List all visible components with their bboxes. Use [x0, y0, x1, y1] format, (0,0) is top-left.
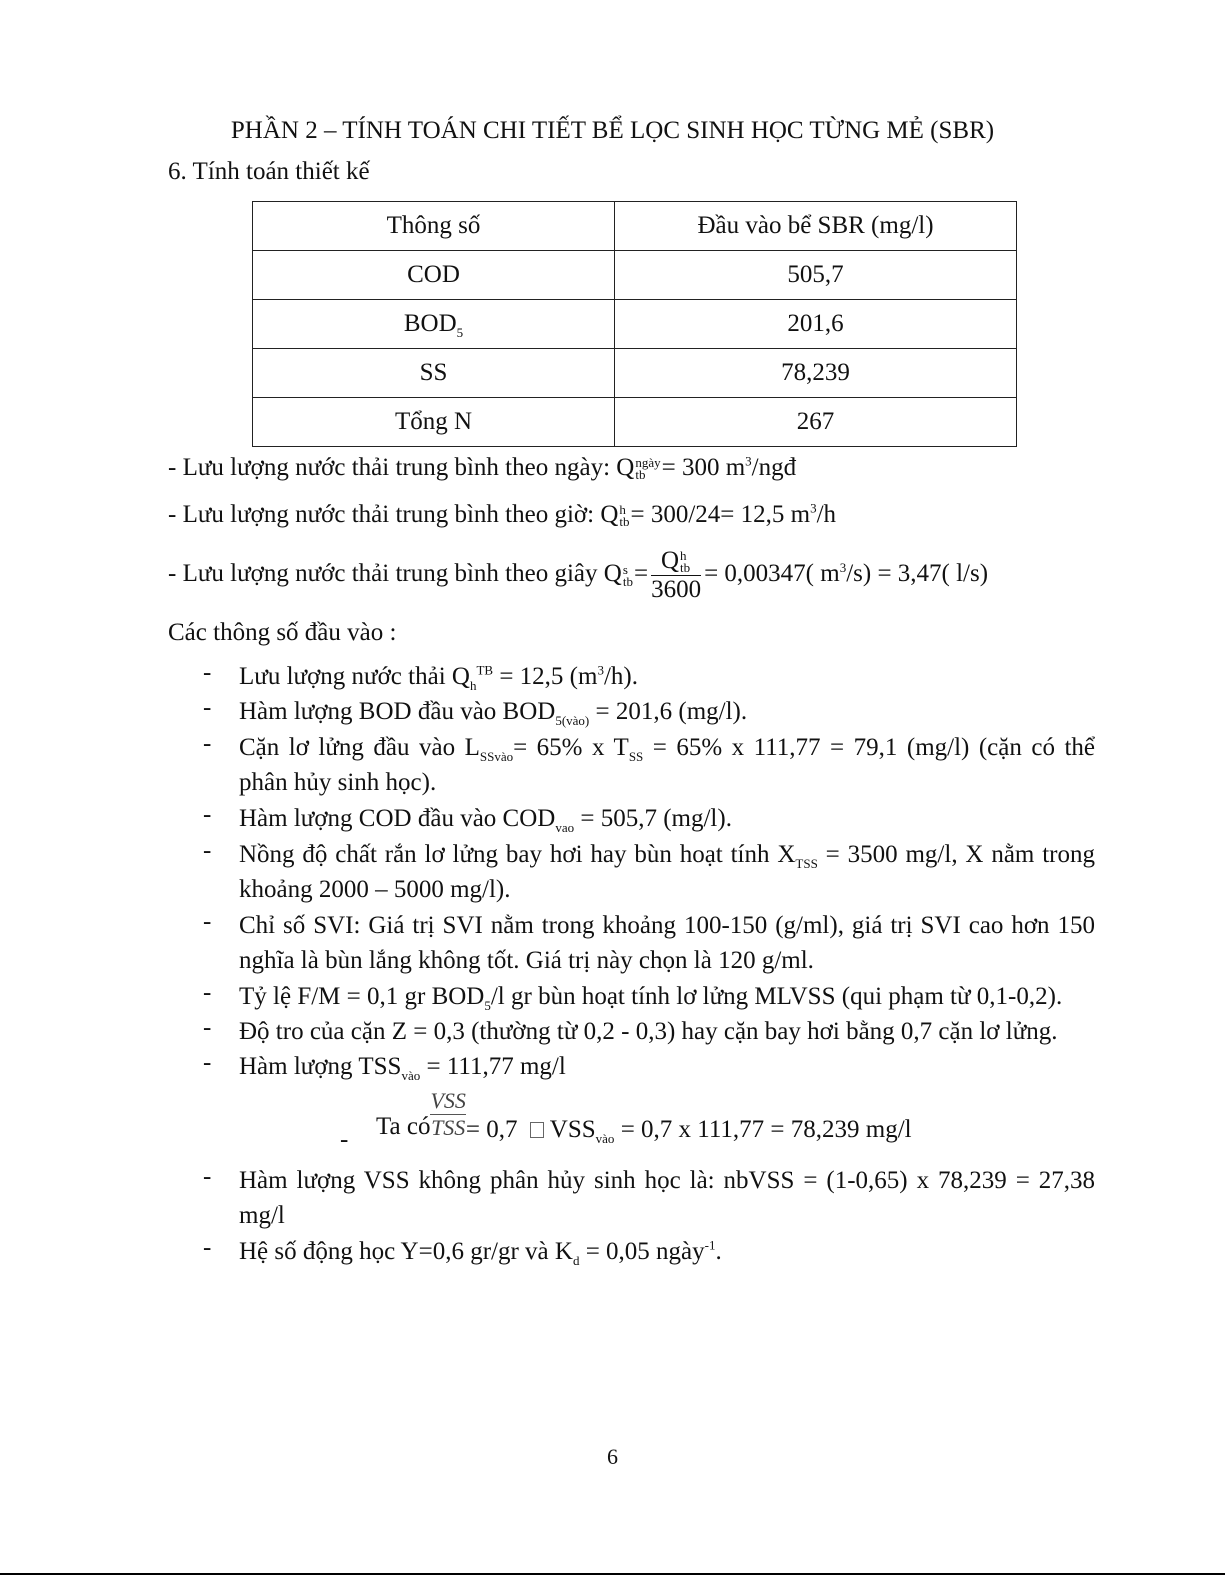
list-item: Lưu lượng nước thải $Q_h^{TB} = 12,5$ $(m^3/h)$.	[239, 662, 638, 693]
list-item: Tỷ lệ F/M = 0,1 gr $BOD_5/l$ gr bùn hoạt tính lơ lửng MLVSS (qui phạm từ 0,1-0,2).	[239, 983, 1063, 1013]
bullet-dash: -	[203, 1234, 212, 1261]
list-item: Hệ số động học Y=0,6 gr/gr và $K_d = 0,05$ ngày$^{-1}$.	[239, 1237, 722, 1268]
bullet-dash: -	[340, 1126, 349, 1153]
implies-box-icon	[530, 1122, 544, 1138]
table-cell: SS	[253, 349, 615, 398]
bullet-dash: -	[203, 1049, 212, 1076]
list-item: Hàm lượng COD đầu vào $COD_{vao} = 505,7$ (mg/l).	[239, 805, 732, 835]
list-item: Chỉ số SVI: Giá trị SVI nằm trong khoảng 100-150 (g/ml), giá trị SVI cao hơn 150 nghĩa là bùn lắng không tốt. Giá trị này chọn là 120 g/ml.	[239, 912, 1095, 974]
bullet-dash: -	[203, 1163, 212, 1190]
table-row	[253, 300, 1017, 349]
flow-day-line: - Lưu lượng nước thải trung bình theo ngày: Q ngày tb = 300 $m^3$/ngđ	[168, 453, 797, 483]
bullet-dash: -	[203, 979, 212, 1006]
table-header: Thông số	[253, 202, 615, 251]
list-item: Ta có $\frac{\text{VSS}}{\text{TSS}}$ = 0,7 $VSS_{vào} = 0,7$ x 111,77 = 78,239 mg/l	[376, 1088, 912, 1146]
table-cell: 267	[615, 398, 1017, 447]
table-row	[253, 251, 1017, 300]
bullet-dash: -	[203, 837, 212, 864]
table-cell: 201,6	[615, 300, 1017, 349]
flow-fraction: Q h tb 3600	[651, 547, 702, 603]
vss-tss-fraction: $\frac{\text{VSS}}{\text{TSS}}$	[430, 1088, 466, 1140]
subsection-title: 6. Tính toán thiết kế	[168, 158, 370, 185]
bullet-dash: -	[203, 730, 212, 757]
table-cell: 505,7	[615, 251, 1017, 300]
list-item: Hàm lượng VSS không phân hủy sinh học là: nbVSS = (1-0,65) x 78,239 = 27,38 mg/l	[239, 1167, 1095, 1229]
page-bottom-border	[0, 1573, 1225, 1575]
list-item: Nồng độ chất rắn lơ lửng bay hơi hay bùn hoạt tính $X_{TSS} = 3500$ mg/l, X nằm trong khoảng 2000 – 5000 mg/l).	[239, 841, 1096, 903]
table-cell: $BOD_5$	[253, 300, 615, 349]
bullet-dash: -	[203, 659, 212, 686]
table-cell: Tổng N	[253, 398, 615, 447]
bullet-dash: -	[203, 694, 212, 721]
list-item: Hàm lượng $TSS_{vào} = 111,77$ mg/l	[239, 1053, 566, 1083]
list-item: Độ tro của cặn Z = 0,3 (thường từ 0,2 - 0,3) hay cặn bay hơi bằng 0,7 cặn lơ lửng.	[239, 1018, 1058, 1045]
flow-second-line: - Lưu lượng nước thải trung bình theo giây Q s tb = Q h tb 3600 = 0,00347( $m^3/s) = 3,47$( l/s)	[168, 547, 989, 603]
table-row	[253, 398, 1017, 447]
table-cell: 78,239	[615, 349, 1017, 398]
list-item: Hàm lượng BOD đầu vào $BOD_{5(vào)} = 201,6$ (mg/l).	[239, 698, 748, 728]
list-item: Cặn lơ lửng đầu vào $L_{SSvào}= 65\%$ x $T_{SS} = 65\%$ x 111,77 = 79,1 (mg/l) (cặn có thể phân hủy sinh học).	[239, 734, 1095, 796]
table-row	[253, 349, 1017, 398]
parameters-table	[252, 201, 1017, 447]
bullet-dash: -	[203, 1014, 212, 1041]
page-number: 6	[607, 1444, 618, 1469]
table-header-row	[253, 202, 1017, 251]
flow-hour-line: - Lưu lượng nước thải trung bình theo giờ: Q h tb = 300/24= 12,5 $m^3/h$	[168, 500, 837, 530]
inputs-title: Các thông số đầu vào :	[168, 619, 397, 646]
section-heading: PHẦN 2 – TÍNH TOÁN CHI TIẾT BỂ LỌC SINH HỌC TỪNG MẺ (SBR)	[230, 117, 995, 144]
table-cell: COD	[253, 251, 615, 300]
table-header: Đầu vào bể SBR (mg/l)	[615, 202, 1017, 251]
bullet-dash: -	[203, 908, 212, 935]
bullet-dash: -	[203, 801, 212, 828]
